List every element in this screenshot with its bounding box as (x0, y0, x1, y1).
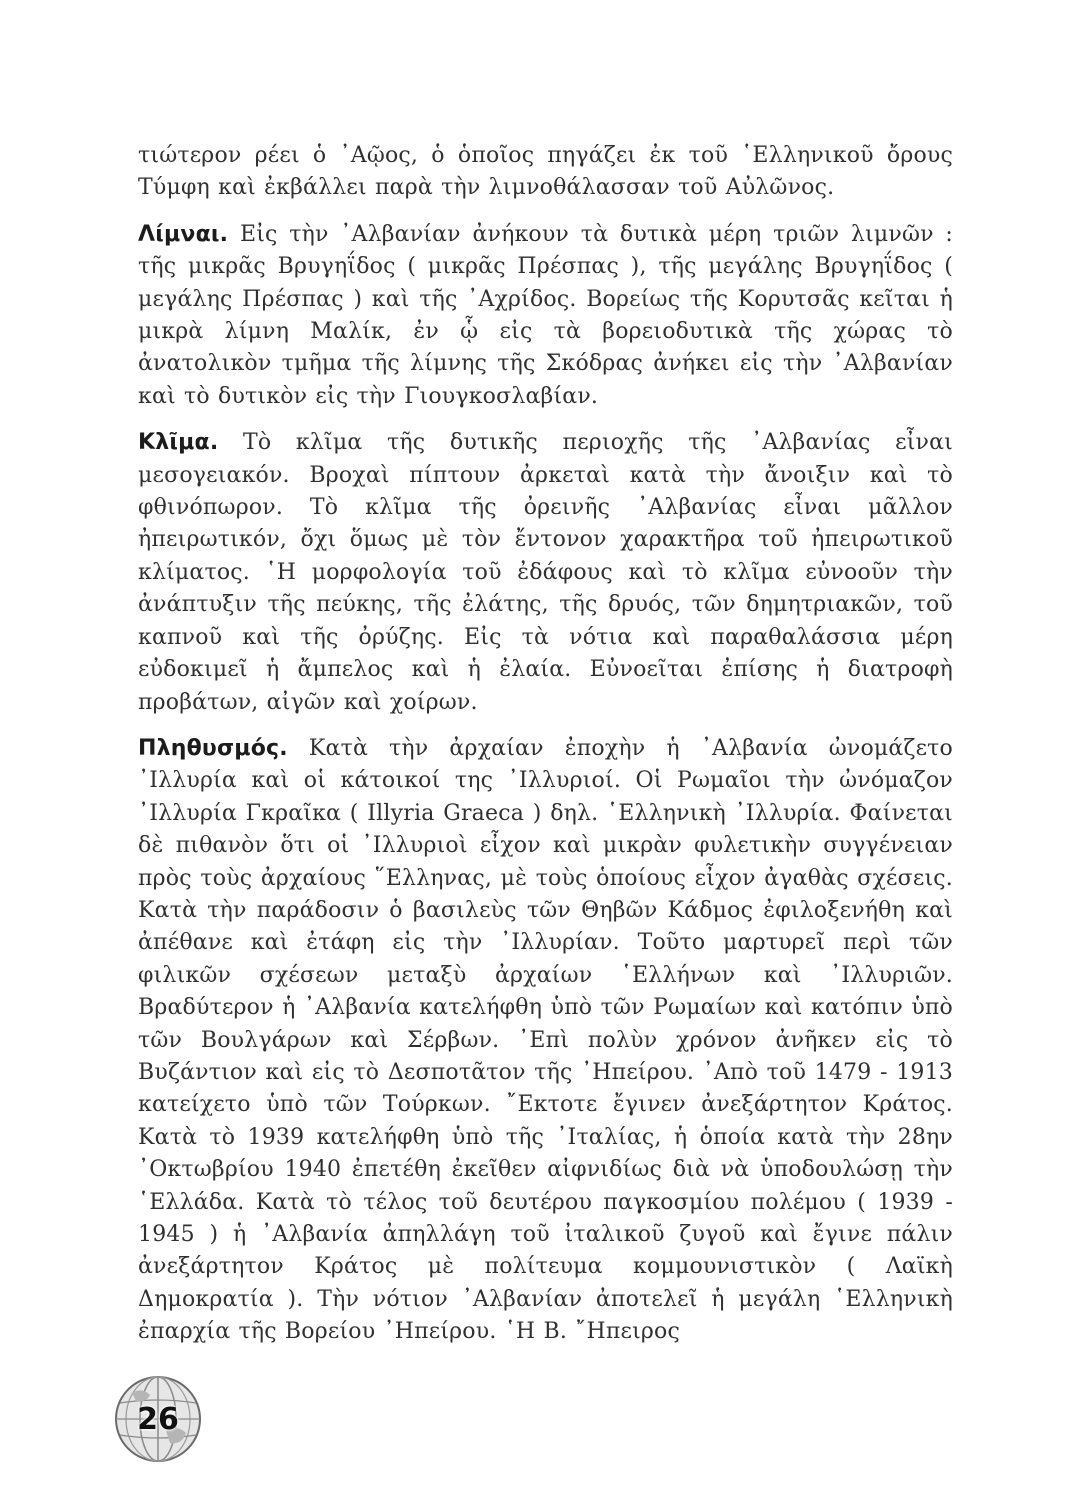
paragraph-climate (138, 427, 953, 719)
page-body (138, 140, 953, 1349)
page-number-badge (112, 1373, 204, 1465)
paragraph-population (138, 733, 953, 1349)
paragraph-text: Τὸ κλῖμα τῆς δυτικῆς περιοχῆς τῆς ᾿Αλβανίας εἶναι μεσογειακόν. Βροχαὶ πίπτουν ἀρκεταὶ κατὰ τὴν ἄνοιξιν καὶ τὸ φθινόπωρον. Τὸ κλῖμα τῆς ὀρεινῆς ᾿Αλβανίας εἶναι μᾶλλον ἠπειρωτικόν, ὄχι ὅμως μὲ τὸν ἔντονον χαρακτῆρα τοῦ ἠπειρωτικοῦ κλίματος. ῾Η μορφολογία τοῦ ἐδάφους καὶ τὸ κλῖμα εὐνοοῦν τὴν ἀνάπτυξιν τῆς πεύκης, τῆς ἐλάτης, τῆς δρυός, τῶν δημητριακῶν, τοῦ καπνοῦ καὶ τῆς ὀρύζης. Εἰς τὰ νότια καὶ παραθαλάσσια μέρη εὐδοκιμεῖ ἡ ἄμπελος καὶ ἡ ἐλαία. Εὐνοεῖται ἐπίσης ἡ διατροφὴ προβάτων, αἰγῶν καὶ χοίρων. (138, 430, 953, 715)
paragraph-text: τιώτερον ρέει ὁ ᾿Αῷος, ὁ ὁποῖος πηγάζει ἐκ τοῦ ῾Ελληνικοῦ ὄρους Τύμφη καὶ ἐκβάλλει παρὰ τὴν λιμνοθάλασσαν τοῦ Αὐλῶνος. (138, 143, 953, 201)
page-number: 26 (137, 1401, 179, 1437)
section-heading-climate: Κλῖμα. (138, 430, 219, 456)
paragraph-aoos (138, 140, 953, 205)
section-heading-population: Πληθυσμός. (138, 735, 288, 761)
paragraph-text: Κατὰ τὴν ἀρχαίαν ἐποχὴν ἡ ᾿Αλβανία ὠνομάζετο ᾿Ιλλυρία καὶ οἱ κάτοικοί της ᾿Ιλλυριοί. Οἱ Ρωμαῖοι τὴν ὠνόμαζον ᾿Ιλλυρία Γκραῖκα ( Illyria Graeca ) δηλ. ῾Ελληνικὴ ᾿Ιλλυρία. Φαίνεται δὲ πιθανὸν ὅτι οἱ ᾿Ιλλυριοὶ εἶχον καὶ μικρὰν φυλετικὴν συγγένειαν πρὸς τοὺς ἀρχαίους ῞Ελληνας, μὲ τοὺς ὁποίους εἶχον ἀγαθὰς σχέσεις. Κατὰ τὴν παράδοσιν ὁ βασιλεὺς τῶν Θηβῶν Κάδμος ἐφιλοξενήθη καὶ ἀπέθανε καὶ ἐτάφη εἰς τὴν ᾿Ιλλυρίαν. Τοῦτο μαρτυρεῖ περὶ τῶν φιλικῶν σχέσεων μεταξὺ ἀρχαίων ῾Ελλήνων καὶ ᾿Ιλλυριῶν. Βραδύτερον ἡ ᾿Αλβανία κατελήφθη ὑπὸ τῶν Ρωμαίων καὶ κατόπιν ὑπὸ τῶν Βουλγάρων καὶ Σέρβων. ᾿Επὶ πολὺν χρόνον ἀνῆκεν εἰς τὸ Βυζάντιον καὶ εἰς τὸ Δεσποτᾶτον τῆς ᾿Ηπείρου. ᾿Απὸ τοῦ 1479 - 1913 κατείχετο ὑπὸ τῶν Τούρκων. ῎Εκτοτε ἔγινεν ἀνεξάρτητον Κράτος. Κατὰ τὸ 1939 κατελήφθη ὑπὸ τῆς ᾿Ιταλίας, ἡ ὁποία κατὰ τὴν 28ην ᾿Οκτωβρίου 1940 ἐπετέθη ἐκεῖθεν αἰφνιδίως διὰ νὰ ὑποδουλώσῃ τὴν ῾Ελλάδα. Κατὰ τὸ τέλος τοῦ δευτέρου παγκοσμίου πολέμου ( 1939 - 1945 ) ἡ ᾿Αλβανία ἀπηλλάγη τοῦ ἰταλικοῦ ζυγοῦ καὶ ἔγινε πάλιν ἀνεξάρτητον Κράτος μὲ πολίτευμα κομμουνιστικὸν ( Λαϊκὴ Δημοκρατία ). Τὴν νότιον ᾿Αλβανίαν ἀποτελεῖ ἡ μεγάλη ῾Ελληνικὴ ἐπαρχία τῆς Βορείου ᾿Ηπείρου. ῾Η Β. ῎Ηπειρος (138, 735, 953, 1345)
section-heading-lakes: Λίμναι. (138, 221, 229, 247)
paragraph-text: Εἰς τὴν ᾿Αλβανίαν ἀνήκουν τὰ δυτικὰ μέρη τριῶν λιμνῶν : τῆς μικρᾶς Βρυγηΐδος ( μικρᾶς Πρέσπας ), τῆς μεγάλης Βρυγηΐδος ( μεγάλης Πρέσπας ) καὶ τῆς ᾿Αχρίδος. Βορείως τῆς Κορυτσᾶς κεῖται ἡ μικρὰ λίμνη Μαλίκ, ἐν ᾧ εἰς τὰ βορειοδυτικὰ τῆς χώρας τὸ ἀνατολικὸν τμῆμα τῆς λίμνης τῆς Σκόδρας ἀνήκει εἰς τὴν ᾿Αλβανίαν καὶ τὸ δυτικὸν εἰς τὴν Γιουγκοσλαβίαν. (138, 221, 953, 409)
paragraph-lakes (138, 219, 953, 413)
